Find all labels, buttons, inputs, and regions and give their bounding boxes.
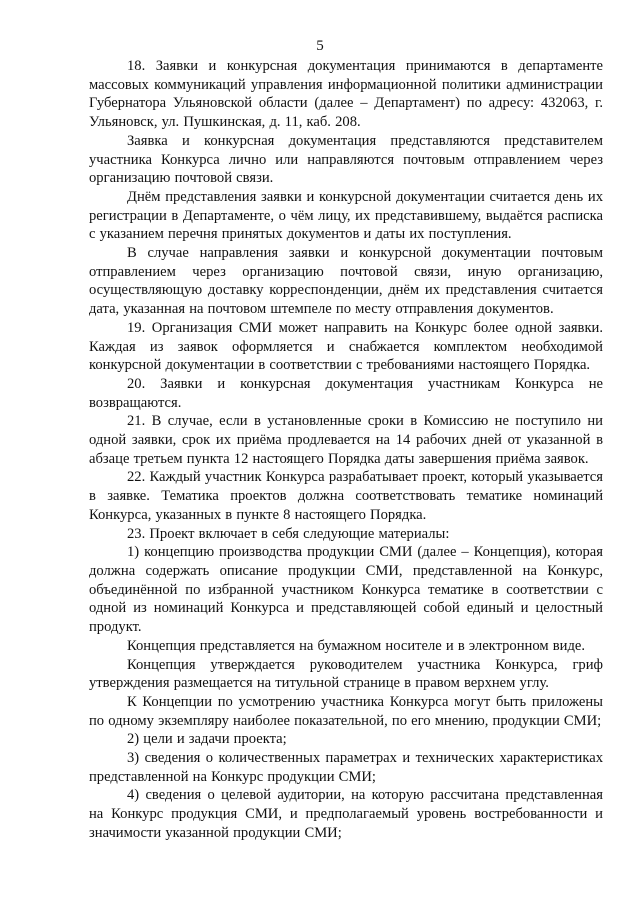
paragraph-23-materials: 23. Проект включает в себя следующие материалы: [127, 525, 450, 542]
list-item-goals: 2) цели и задачи проекта; [127, 731, 287, 748]
paragraph-19-multiple-applications: 19. Организация СМИ может направить на Конкурс более одной заявки. Каждая из заявок оформляется и снабжается комплектом необходимой конкурсной документации в соответствии с требованиями настоящего Порядка. [89, 319, 603, 374]
paragraph-18-submission-place: 18. Заявки и конкурсная документация принимаются в департаменте массовых коммуникаций управления информационной политики администрации Губернатора Ульяновской области (далее – Департамент) по адресу: 432063, г. Ульяновск, ул. Пушкинская, д. 11, каб. 208. [89, 58, 603, 131]
paragraph-concept-attachments: К Концепции по усмотрению участника Конкурса могут быть приложены по одному экземпляру наиболее показательной, по его мнению, продукции СМИ; [89, 693, 603, 729]
paragraph-21-extension: 21. В случае, если в установленные сроки в Комиссию не поступило ни одной заявки, срок их приёма продлевается на 14 рабочих дней от указанной в абзаце третьем пункта 12 настоящего Порядка даты завершения приёма заявок. [89, 413, 603, 467]
page-number: 5 [316, 38, 324, 54]
list-item-parameters: 3) сведения о количественных параметрах и технических характеристиках представленной на Конкурс продукции СМИ; [89, 750, 603, 785]
document-body [89, 57, 603, 843]
paragraph-22-project: 22. Каждый участник Конкурса разрабатывает проект, который указывается в заявке. Тематика проектов должна соответствовать тематике номинаций Конкурса, указанных в пункте 8 настоящего Порядка. [89, 469, 603, 523]
list-item-audience: 4) сведения о целевой аудитории, на которую рассчитана представленная на Конкурс продукция СМИ, и предполагаемый уровень востребованности и значимости указанной продукции СМИ; [89, 787, 603, 841]
paragraph-submission-method: Заявка и конкурсная документация представляются представителем участника Конкурса лично или направляются почтовым отправлением через организацию почтовой связи. [89, 132, 603, 187]
paragraph-20-no-return: 20. Заявки и конкурсная документация участникам Конкурса не возвращаются. [89, 375, 603, 411]
paragraph-concept-approval: Концепция утверждается руководителем участника Конкурса, гриф утверждения размещается на титульной странице в правом верхнем углу. [89, 656, 603, 692]
paragraph-submission-date: Днём представления заявки и конкурсной документации считается день их регистрации в Департаменте, о чём лицу, их представившему, выдаётся расписка с указанием перечня принятых документов и даты их поступления. [89, 188, 603, 243]
paragraph-postal-submission: В случае направления заявки и конкурсной документации почтовым отправлением через организацию почтовой связи, иную организацию, осуществляющую доставку корреспонденции, днём их представления считается дата, указанная на почтовом штемпеле по месту отправления документов. [89, 245, 603, 318]
list-item-concept: 1) концепцию производства продукции СМИ (далее – Концепция), которая должна содержать описание продукции СМИ, представленной на Конкурс, объединённой по избранной участником Конкурса тематике в соответствии с одной из номинаций Конкурса и представляющей собой единый и целостный продукт. [89, 544, 603, 636]
paragraph-concept-format: Концепция представляется на бумажном носителе и в электронном виде. [127, 637, 586, 654]
